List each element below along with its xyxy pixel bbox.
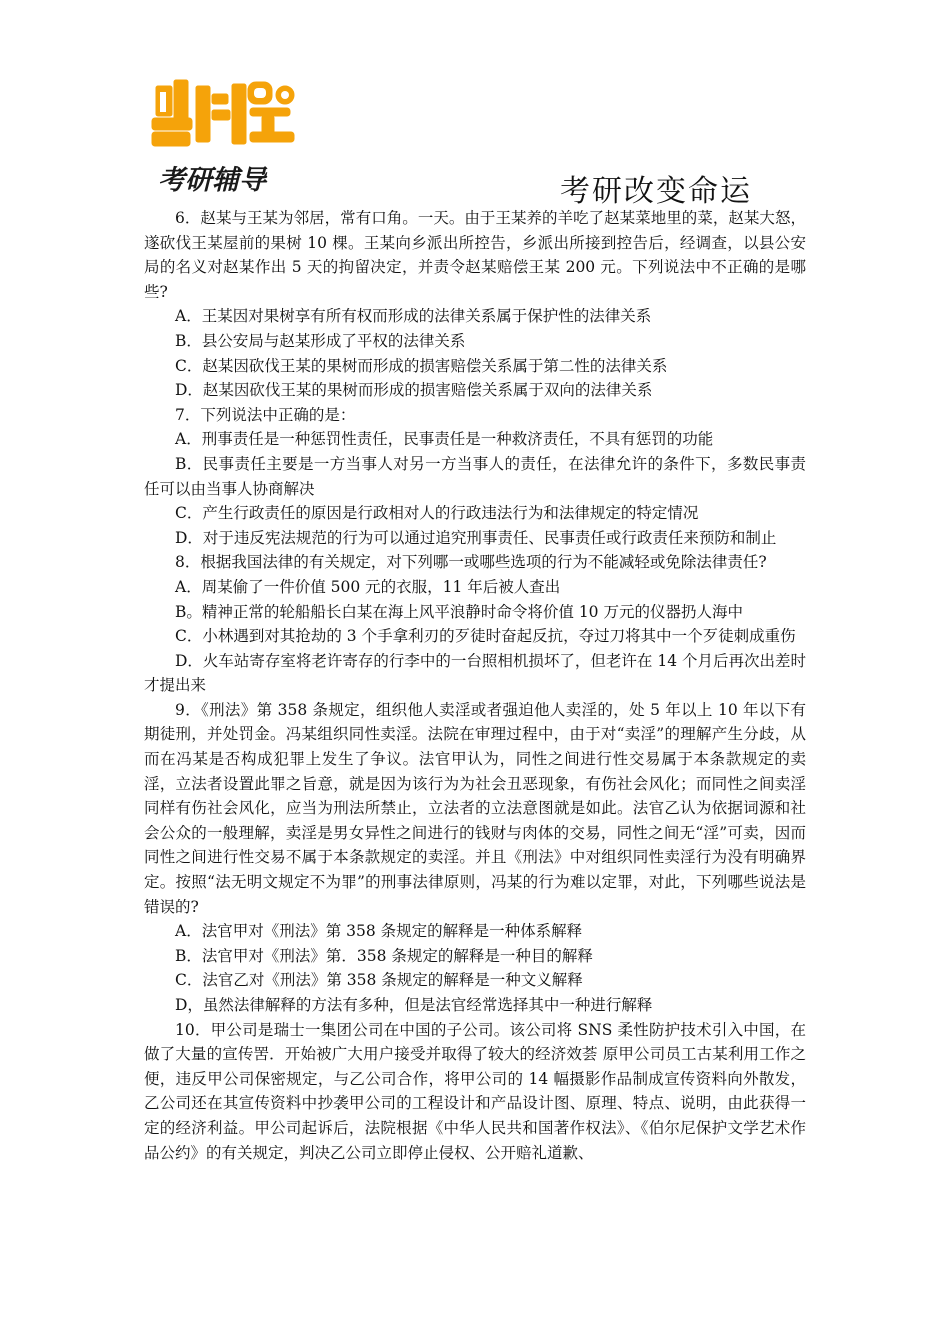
question-6: 6．赵某与王某为邻居，常有口角。一天。由于王某养的羊吃了赵某菜地里的菜，赵某大怒，遂砍伐王某屋前的果树 10 棵。王某向乡派出所控告，乡派出所接到控告后，经调查，以县公安局的名义对赵某作出 5 天的拘留决定，并责令赵某赔偿王某 200 元。下列说法中不正确的是哪些? [144,209,806,301]
q6-option-a: A．王某因对果树享有所有权而形成的法律关系属于保护性的法律关系 [175,307,652,326]
question-10: 10．甲公司是瑞士一集团公司在中国的子公司。该公司将 SNS 柔性防护技术引入中国，在做了大量的宣传罟．开始被广大用户接受并取得了较大的经济效荟 原甲公司员工古某利用工作之便，违反甲公司保密规定，与乙公司合作，将甲公司的 14 幅摄影作品制成宣传资料向外散发，乙公司还在其宣传资料中抄袭甲公司的工程设计和产品设计图、原理、特点、说明，由此获得一定的经济利益。甲公司起诉后，法院根据《中华人民共和国著作权法》、《伯尔尼保护文学艺术作品公约》的有关规定，判决乙公司立即停止侵权、公开赔礼道歉、 [144,1020,806,1162]
logo-subtitle: 考研辅导 [158,165,266,196]
q6-option-d: D．赵某因砍伐王某的果树而形成的损害赔偿关系属于双向的法律关系 [175,381,653,400]
q9-option-a: A．法官甲对《刑法》第 358 条规定的解释是一种体系解释 [175,922,583,941]
q9-option-b: B．法官甲对《刑法》第．358 条规定的解释是一种目的解释 [175,946,593,965]
question-7: 7．下列说法中正确的是： [175,405,356,424]
q8-option-c: C．小林遇到对其抢劫的 3 个手拿利刃的歹徒时奋起反抗，夺过刀将其中一个歹徒刺成重伤 [175,627,796,646]
q8-option-a: A．周某偷了一件价值 500 元的衣服，11 年后被人查出 [175,577,561,596]
q7-option-c: C．产生行政责任的原因是行政相对人的行政违法行为和法律规定的特定情况 [175,504,699,523]
q8-option-b: B。精神正常的轮船船长白某在海上风平浪静时命令将价值 10 万元的仪器扔人海中 [175,602,743,621]
question-9: 9．《刑法》第 358 条规定，组织他人卖淫或者强迫他人卖淫的，处 5 年以上 10 年以下有期徒刑，并处罚金。冯某组织同性卖淫。法院在审理过程中，由于对“卖淫”的理解产生分歧，从而在冯某是否构成犯罪上发生了争议。法官甲认为，同性之间进行性交易属于本条款规定的卖淫，立法者设置此罪之旨意，就是因为该行为为社会丑恶现象，有伤社会风化；而同性之间卖淫同样有伤社会风化，应当为刑法所禁止，立法者的立法意图就是如此。法官乙认为依据词源和社会公众的一般理解，卖淫是男女异性之间进行的钱财与肉体的交易，同性之间无“淫”可卖，因而同性之间进行性交易不属于本条款规定的卖淫。并且《刑法》中对组织同性卖淫行为没有明确界定。按照“法无明文规定不为罪”的刑事法律原则，冯某的行为难以定罪，对此，下列哪些说法是错误的? [144,700,806,916]
kaicheng-logo [150,72,300,197]
q7-option-d: D．对于违反宪法规范的行为可以通过追究刑事责任、民事责任或行政责任来预防和制止 [175,528,777,547]
q7-option-b: B．民事责任主要是一方当事人对另一方当事人的责任，在法律允许的条件下，多数民事责任可以由当事人协商解决 [144,454,806,498]
question-8: 8．根据我国法律的有关规定，对下列哪一或哪些选项的行为不能减轻或免除法律责任? [175,553,767,572]
slogan: 考研改变命运 [560,174,752,209]
q9-option-c: C．法官乙对《刑法》第 358 条规定的解释是一种文义解释 [175,971,583,990]
q7-option-a: A．刑事责任是一种惩罚性责任，民事责任是一种救济责任，不具有惩罚的功能 [175,430,714,449]
q6-option-b: B．县公安局与赵某形成了平权的法律关系 [175,331,466,350]
q8-option-d: D．火车站寄存室将老许寄存的行李中的一台照相机损坏了，但老许在 14 个月后再次出差时才提出来 [144,651,807,695]
q9-option-d: D，虽然法律解释的方法有多种，但是法官经常选择其中一种进行解释 [175,996,653,1014]
document-body [144,206,806,1165]
q6-option-c: C．赵某因砍伐王某的果树而形成的损害赔偿关系属于第二性的法律关系 [175,356,668,375]
